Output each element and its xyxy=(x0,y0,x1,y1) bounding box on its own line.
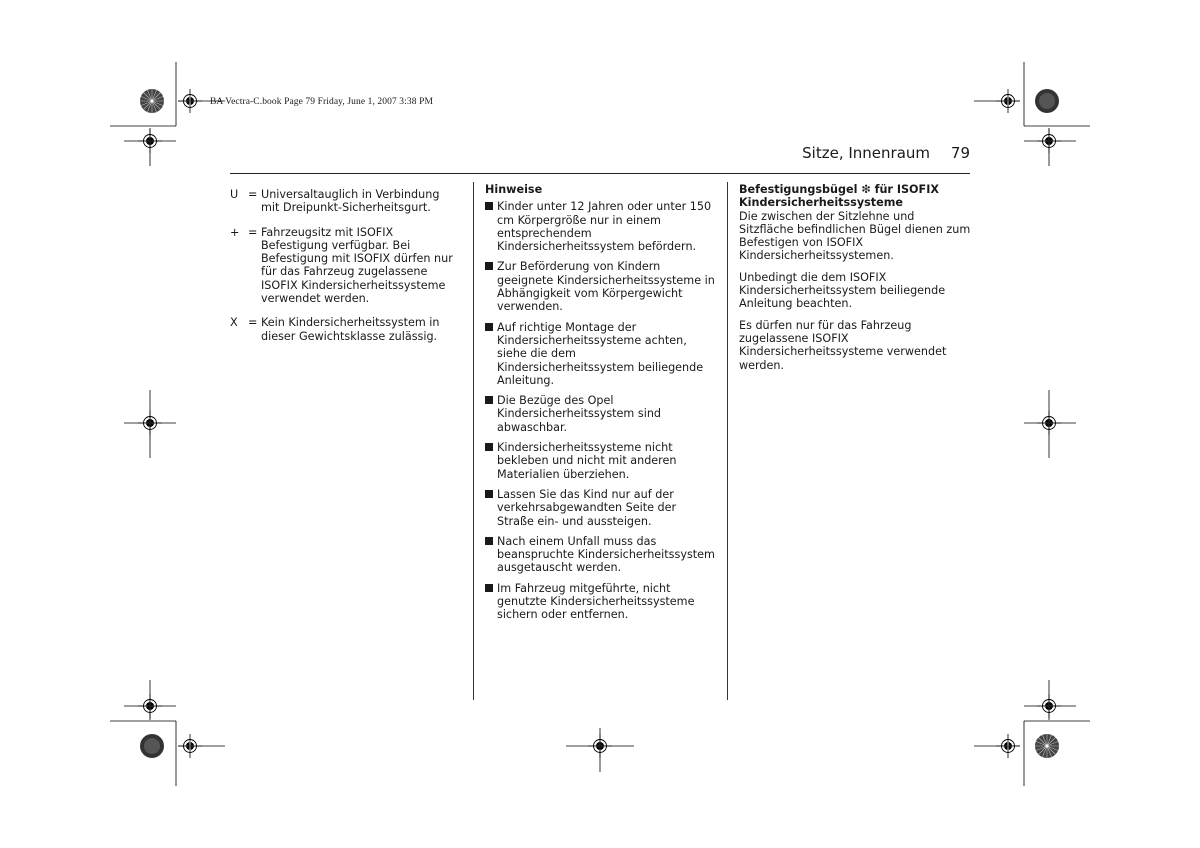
bullet-square-icon xyxy=(485,584,493,592)
legend-entry-plus xyxy=(230,226,458,306)
note-item xyxy=(485,200,715,253)
note-text: Zur Beförderung von Kindern geeignete Kindersicherheitssysteme in Abhängigkeit vom Körpergewicht verwenden. xyxy=(497,260,715,314)
column-divider-1 xyxy=(473,182,474,700)
bullet-square-icon xyxy=(485,537,493,545)
bullet-square-icon xyxy=(485,262,493,270)
legend-equals: = xyxy=(248,188,258,201)
note-item xyxy=(485,260,715,313)
note-item xyxy=(485,394,715,434)
bullet-square-icon xyxy=(485,396,493,404)
bullet-square-icon xyxy=(485,443,493,451)
note-item xyxy=(485,535,715,575)
legend-entry-u xyxy=(230,188,458,215)
note-item xyxy=(485,582,715,622)
note-item xyxy=(485,488,715,528)
print-info: BA Vectra-C.book Page 79 Friday, June 1, 2007 3:38 PM xyxy=(210,97,433,107)
legend-equals: = xyxy=(248,316,258,330)
note-text: Lassen Sie das Kind nur auf der verkehrsabgewandten Seite der Straße ein- und aussteigen. xyxy=(497,487,677,528)
isofix-heading-line-2: Kindersicherheitssysteme xyxy=(739,196,903,210)
bullet-square-icon xyxy=(485,202,493,210)
note-item xyxy=(485,321,715,387)
legend-equals: = xyxy=(248,225,258,239)
bullet-square-icon xyxy=(485,490,493,498)
notes-column xyxy=(485,183,715,629)
isofix-paragraph: Die zwischen der Sitzlehne und Sitzfläche befindlichen Bügel dienen zum Befestigen von ISOFIX Kindersicherheitssystemen. xyxy=(739,209,971,263)
legend-text: Universaltauglich in Verbindung mit Dreipunkt-Sicherheitsgurt. xyxy=(261,188,440,215)
legend-text: Fahrzeugsitz mit ISOFIX Befestigung verfügbar. Bei Befestigung mit ISOFIX dürfen nur für das Fahrzeug zugelassene ISOFIX Kindersicherheitssysteme verwendet werden. xyxy=(261,225,453,306)
legend-entry-x xyxy=(230,316,458,343)
note-item xyxy=(485,441,715,481)
note-text: Nach einem Unfall muss das beanspruchte Kindersicherheitssystem ausgetauscht werden. xyxy=(497,534,715,575)
note-text: Auf richtige Montage der Kindersicherheitssysteme achten, siehe die dem Kindersicherheitssystem beiliegende Anleitung. xyxy=(497,320,704,387)
legend-key: X xyxy=(230,316,238,330)
isofix-paragraph: Es dürfen nur für das Fahrzeug zugelassene ISOFIX Kindersicherheitssysteme verwendet werden. xyxy=(739,318,947,372)
isofix-column xyxy=(739,183,971,380)
page-number: 79 xyxy=(950,144,970,162)
legend-key: + xyxy=(230,225,240,239)
legend-column xyxy=(230,188,458,354)
section-title: Sitze, Innenraum xyxy=(802,144,930,162)
legend-text: Kein Kindersicherheitssystem in dieser Gewichtsklasse zulässig. xyxy=(261,316,440,343)
column-divider-2 xyxy=(727,182,728,700)
legend-key: U xyxy=(230,188,239,201)
bullet-square-icon xyxy=(485,323,493,331)
note-text: Kinder unter 12 Jahren oder unter 150 cm Körpergröße nur in einem entsprechendem Kindersicherheitssystem befördern. xyxy=(497,200,712,254)
isofix-heading-line-1: Befestigungsbügel ❇ für ISOFIX xyxy=(739,183,939,196)
note-text: Die Bezüge des Opel Kindersicherheitssystem sind abwaschbar. xyxy=(497,394,662,434)
header-rule xyxy=(230,173,970,174)
notes-heading: Hinweise xyxy=(485,183,543,196)
note-text: Im Fahrzeug mitgeführte, nicht genutzte Kindersicherheitssysteme sichern oder entfernen. xyxy=(497,581,695,622)
note-text: Kindersicherheitssysteme nicht bekleben und nicht mit anderen Materialien überziehen. xyxy=(497,441,677,481)
isofix-paragraph: Unbedingt die dem ISOFIX Kindersicherheitssystem beiliegende Anleitung beachten. xyxy=(739,270,946,311)
